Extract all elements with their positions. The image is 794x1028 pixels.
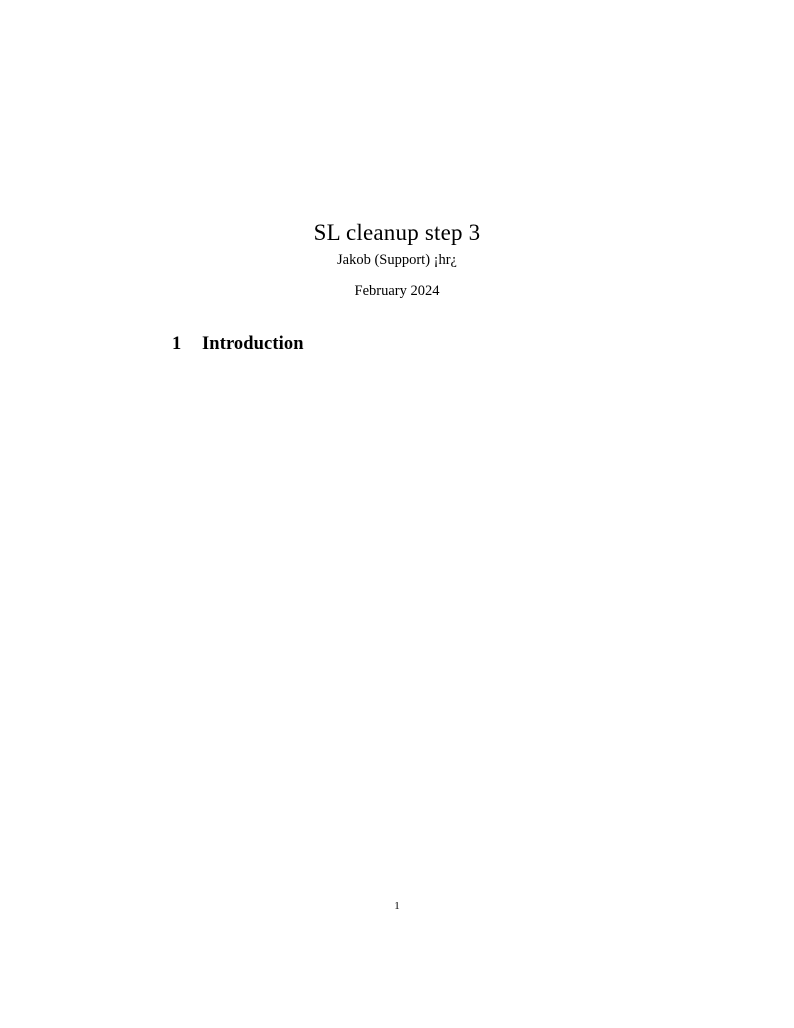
section-title: Introduction [202,334,304,354]
document-author: Jakob (Support) ¡hr¿ [336,252,457,268]
page-number: 1 [394,900,400,912]
document-title: SL cleanup step 3 [313,220,481,246]
section-heading-introduction [172,334,672,355]
section-number: 1 [172,334,182,354]
document-date: February 2024 [354,283,440,299]
